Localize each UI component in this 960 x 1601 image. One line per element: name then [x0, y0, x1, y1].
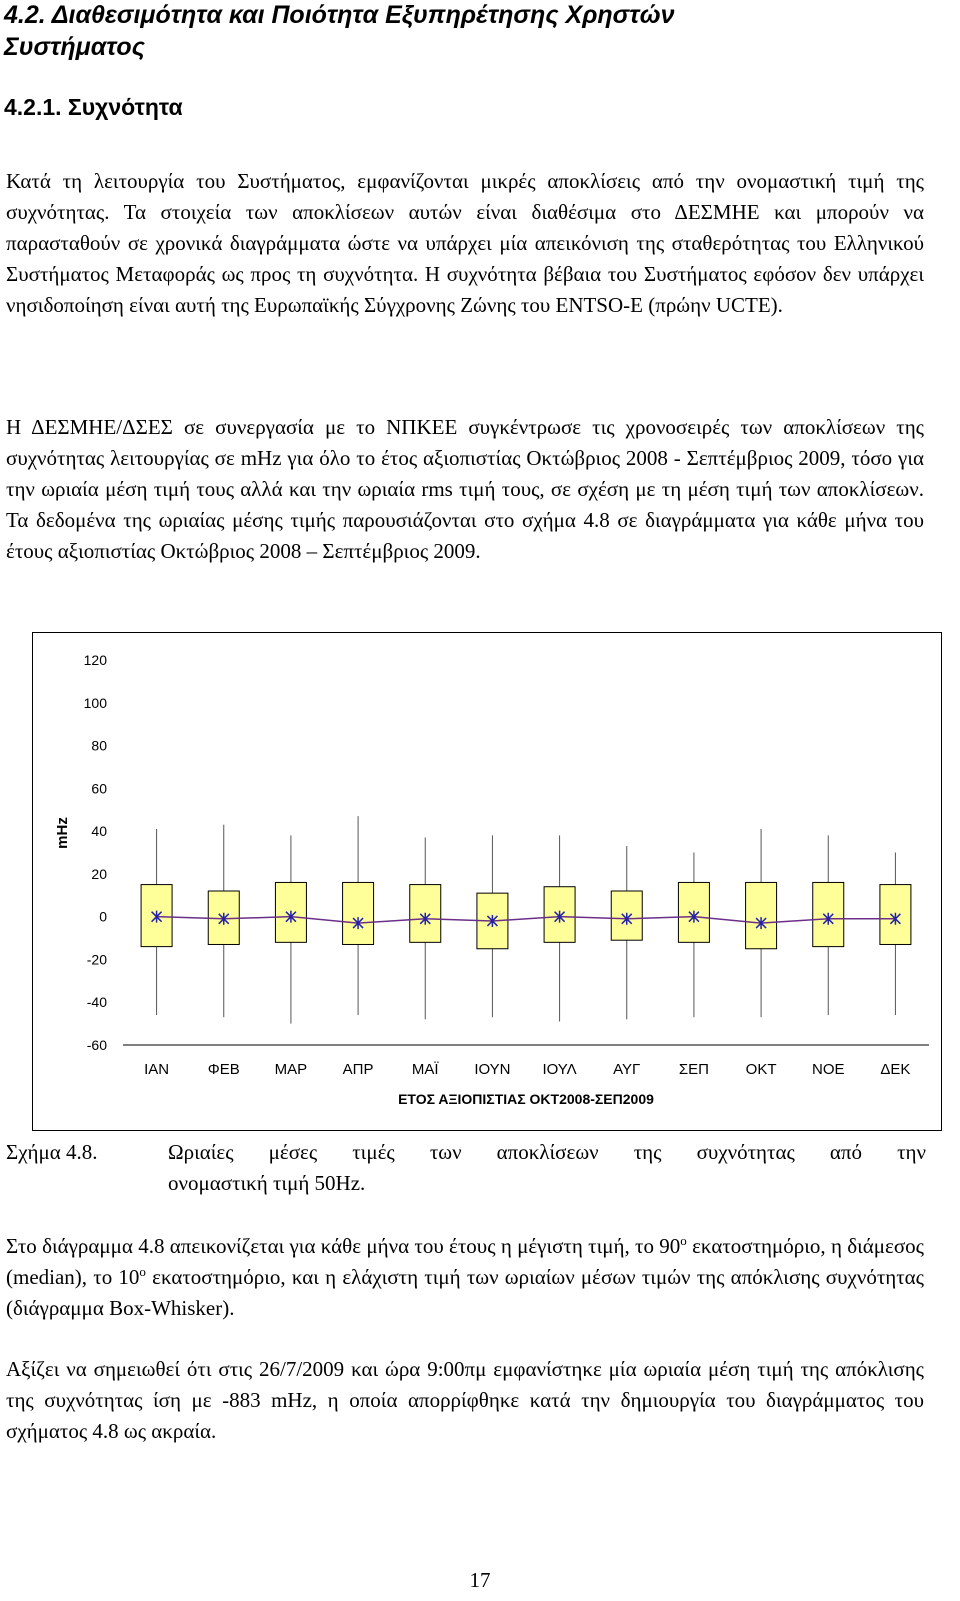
x-tick-label: ΙΟΥΛ [542, 1061, 577, 1078]
superscript-o: ο [680, 1233, 687, 1248]
median-line [157, 917, 896, 923]
section-heading [4, 0, 934, 62]
paragraph-1: Κατά τη λειτουργία του Συστήματος, εμφανίζονται μικρές αποκλίσεις από την ονομαστική τιμή της συχνότητας. Τα στοιχεία των αποκλίσεων αυτών είναι διαθέσιμα στο ΔΕΣΜΗΕ και μπορούν να παρασταθούν σε χρονικά διαγράμματα ώστε να υπάρχει μία απεικόνιση της σταθερότητας του Ελληνικού Συστήματος Μεταφοράς ως προς τη συχνότητα. Η συχνότητα βέβαια του Συστήματος εφόσον δεν υπάρχει νησιδοποίηση είναι αυτή της Ευρωπαϊκής Σύγχρονης Ζώνης του ENTSO-E (πρώην UCTE). [6, 169, 924, 317]
x-tick-label: ΟΚΤ [745, 1061, 777, 1078]
section-heading-line2: Συστήματος [4, 33, 145, 61]
subsection-heading: 4.2.1. Συχνότητα [4, 94, 183, 120]
y-tick-label: -60 [86, 1037, 107, 1053]
y-tick-label: -20 [86, 951, 107, 968]
paragraph-3 [6, 1231, 924, 1324]
figure-chart [32, 632, 942, 1131]
paragraph-2: Η ΔΕΣΜΗΕ/ΔΣΕΣ σε συνεργασία με το ΝΠΚΕΕ συγκέντρωσε τις χρονοσειρές των αποκλίσεων της συχνότητας λειτουργίας σε mHz για όλο το έτος αξιοπιστίας Οκτώβριος 2008 - Σεπτέμβριος 2009, τόσο για την ωριαία μέση τιμή τους αλλά και την ωριαία rms τιμή τους, σε σχέση με τη μέση τιμή των αποκλίσεων. Τα δεδομένα της ωριαίας μέσης τιμής παρουσιάζονται στο σχήμα 4.8 σε διαγράμματα για κάθε μήνα του έτους αξιοπιστίας Οκτώβριος 2008 – Σεπτέμβριος 2009. [6, 415, 924, 563]
x-axis-title: ΕΤΟΣ ΑΞΙΟΠΙΣΤΙΑΣ ΟΚΤ2008-ΣΕΠ2009 [398, 1091, 654, 1107]
box-whisker-chart [33, 633, 941, 1130]
section-heading-line1: 4.2. Διαθεσιμότητα και Ποιότητα Εξυπηρέτησης Χρηστών [4, 1, 675, 29]
x-tick-label: ΜΑΪ [411, 1061, 439, 1078]
x-tick-label: ΝΟΕ [811, 1061, 845, 1078]
superscript-o: ο [139, 1264, 146, 1279]
y-tick-label: 100 [83, 694, 107, 711]
box-10 [746, 882, 777, 948]
x-tick-label: ΜΑΡ [274, 1061, 308, 1078]
figure-caption-line1: Ωριαίες μέσες τιμές των αποκλίσεων της συχνότητας από την [168, 1140, 926, 1164]
figure-caption-text [168, 1137, 926, 1199]
y-tick-label: 60 [91, 780, 107, 797]
x-tick-label: ΦΕΒ [207, 1061, 240, 1078]
paragraph-3-part1: Στο διάγραμμα 4.8 απεικονίζεται για κάθε μήνα του έτους η μέγιστη τιμή, το 90 [6, 1234, 681, 1258]
y-tick-label: 40 [91, 823, 107, 840]
y-tick-label: 80 [91, 737, 107, 754]
y-tick-label: -40 [86, 994, 107, 1011]
figure-caption-line2: ονομαστική τιμή 50Hz. [168, 1171, 366, 1195]
paragraph-3-part3: εκατοστημόριο, και η ελάχιστη τιμή των ωριαίων μέσων τιμών της απόκλισης συχνότητας (διάγραμμα Box-Whisker). [6, 1265, 924, 1320]
paragraph-4: Αξίζει να σημειωθεί ότι στις 26/7/2009 και ώρα 9:00πμ εμφανίστηκε μία ωριαία μέση τιμή της απόκλισης της συχνότητας ίση με -883 mHz, η οποία απορρίφθηκε κατά την δημιουργία του διαγράμματος του σχήματος 4.8 ως ακραία. [6, 1357, 924, 1443]
x-tick-label: ΣΕΠ [678, 1061, 709, 1078]
y-tick-label: 0 [99, 908, 107, 925]
box-4 [343, 882, 374, 944]
x-tick-label: ΑΠΡ [342, 1061, 374, 1078]
paragraph-3-part2: εκατοστημόριο, η διάμεσος (median), το 10 [6, 1234, 924, 1289]
x-tick-label: ΔΕΚ [880, 1061, 911, 1078]
x-tick-label: ΑΥΓ [613, 1061, 641, 1078]
x-tick-label: ΙΟΥΝ [474, 1061, 511, 1078]
y-axis-title: mHz [54, 817, 71, 849]
x-tick-label: ΙΑΝ [144, 1061, 170, 1078]
figure-caption-label: Σχήμα 4.8. [6, 1140, 98, 1164]
y-tick-label: 20 [91, 865, 107, 882]
page-number: 17 [469, 1568, 491, 1592]
y-tick-label: 120 [83, 652, 107, 668]
